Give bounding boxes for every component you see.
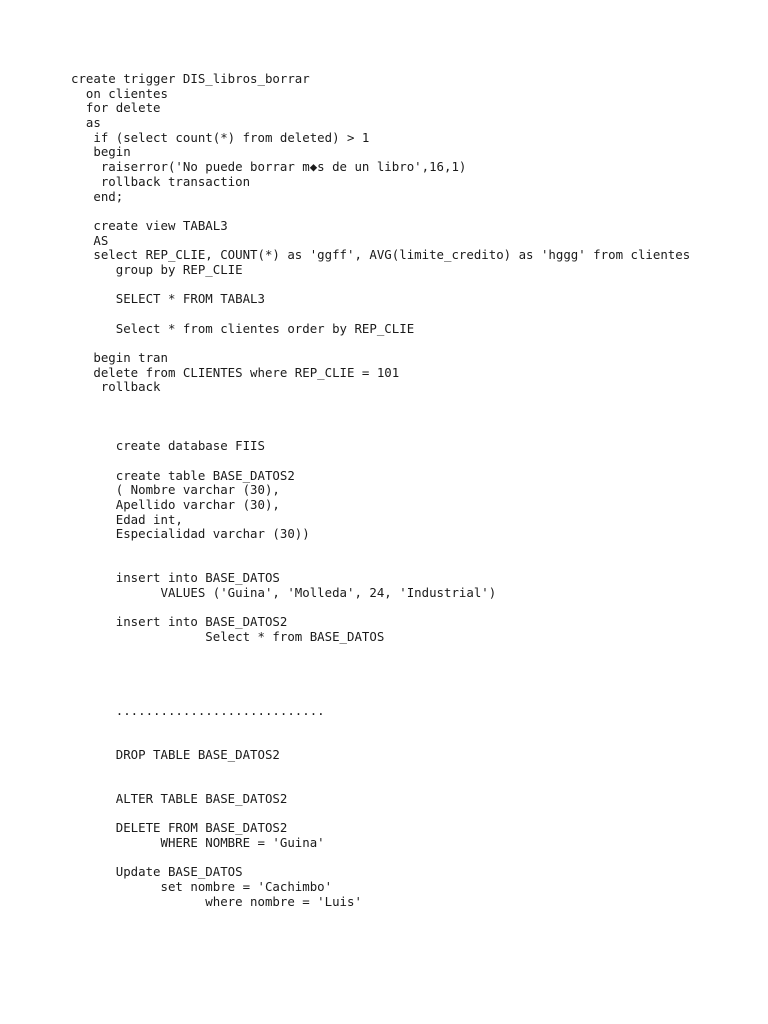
code-line: WHERE NOMBRE = 'Guina' xyxy=(71,834,325,850)
code-line xyxy=(71,336,690,351)
code-line: delete from CLIENTES where REP_CLIE = 101 xyxy=(71,364,400,380)
code-line: Edad int, xyxy=(71,511,183,527)
code-line: create table BASE_DATOS2 xyxy=(71,467,295,483)
code-line xyxy=(71,557,690,572)
code-line: ( Nombre varchar (30), xyxy=(71,482,280,498)
code-line: insert into BASE_DATOS xyxy=(71,570,280,586)
code-line xyxy=(71,278,690,293)
code-line: group by REP_CLIE xyxy=(71,261,243,277)
code-line xyxy=(71,674,690,689)
code-line xyxy=(71,410,690,425)
code-line: begin xyxy=(71,144,131,160)
code-line: begin tran xyxy=(71,350,168,366)
code-line: where nombre = 'Luis' xyxy=(71,893,362,909)
code-line: insert into BASE_DATOS2 xyxy=(71,614,288,630)
code-line: create view TABAL3 xyxy=(71,217,228,233)
code-line xyxy=(71,733,690,748)
code-line: create database FIIS xyxy=(71,438,265,454)
code-line: VALUES ('Guina', 'Molleda', 24, 'Industrial') xyxy=(71,585,497,601)
code-line: Select * from BASE_DATOS xyxy=(71,629,385,645)
code-line: Especialidad varchar (30)) xyxy=(71,526,310,542)
code-line: Apellido varchar (30), xyxy=(71,496,280,512)
code-line xyxy=(71,762,690,777)
code-line: SELECT * FROM TABAL3 xyxy=(71,291,265,307)
code-line xyxy=(71,454,690,469)
code-line xyxy=(71,307,690,322)
code-line xyxy=(71,542,690,557)
code-line: on clientes xyxy=(71,85,168,101)
code-line: create trigger DIS_libros_borrar xyxy=(71,71,310,86)
code-line: DELETE FROM BASE_DATOS2 xyxy=(71,820,288,836)
code-line xyxy=(71,395,690,410)
code-line: DROP TABLE BASE_DATOS2 xyxy=(71,746,280,762)
code-line xyxy=(71,645,690,660)
code-line: Select * from clientes order by REP_CLIE xyxy=(71,320,415,336)
code-line: for delete xyxy=(71,100,161,116)
code-line xyxy=(71,601,690,616)
code-line: end; xyxy=(71,188,124,204)
code-line: rollback xyxy=(71,379,161,395)
sql-code-block xyxy=(71,72,690,909)
code-line: as xyxy=(71,115,101,131)
code-line: rollback transaction xyxy=(71,173,251,189)
code-line: AS xyxy=(71,232,109,248)
code-line xyxy=(71,425,690,440)
code-line xyxy=(71,777,690,792)
code-line xyxy=(71,689,690,704)
code-line: select REP_CLIE, COUNT(*) as 'ggff', AVG(limite_credito) as 'hggg' from clientes xyxy=(71,247,691,263)
code-line: raiserror('No puede borrar m◆s de un libro',16,1) xyxy=(71,159,467,175)
code-line xyxy=(71,660,690,675)
code-line: set nombre = 'Cachimbo' xyxy=(71,878,333,894)
code-line: ALTER TABLE BASE_DATOS2 xyxy=(71,790,288,806)
code-line xyxy=(71,850,690,865)
code-line xyxy=(71,718,690,733)
code-line: if (select count(*) from deleted) > 1 xyxy=(71,129,370,145)
code-line: ............................ xyxy=(71,702,325,718)
code-line: Update BASE_DATOS xyxy=(71,864,243,880)
code-line xyxy=(71,204,690,219)
code-line xyxy=(71,806,690,821)
